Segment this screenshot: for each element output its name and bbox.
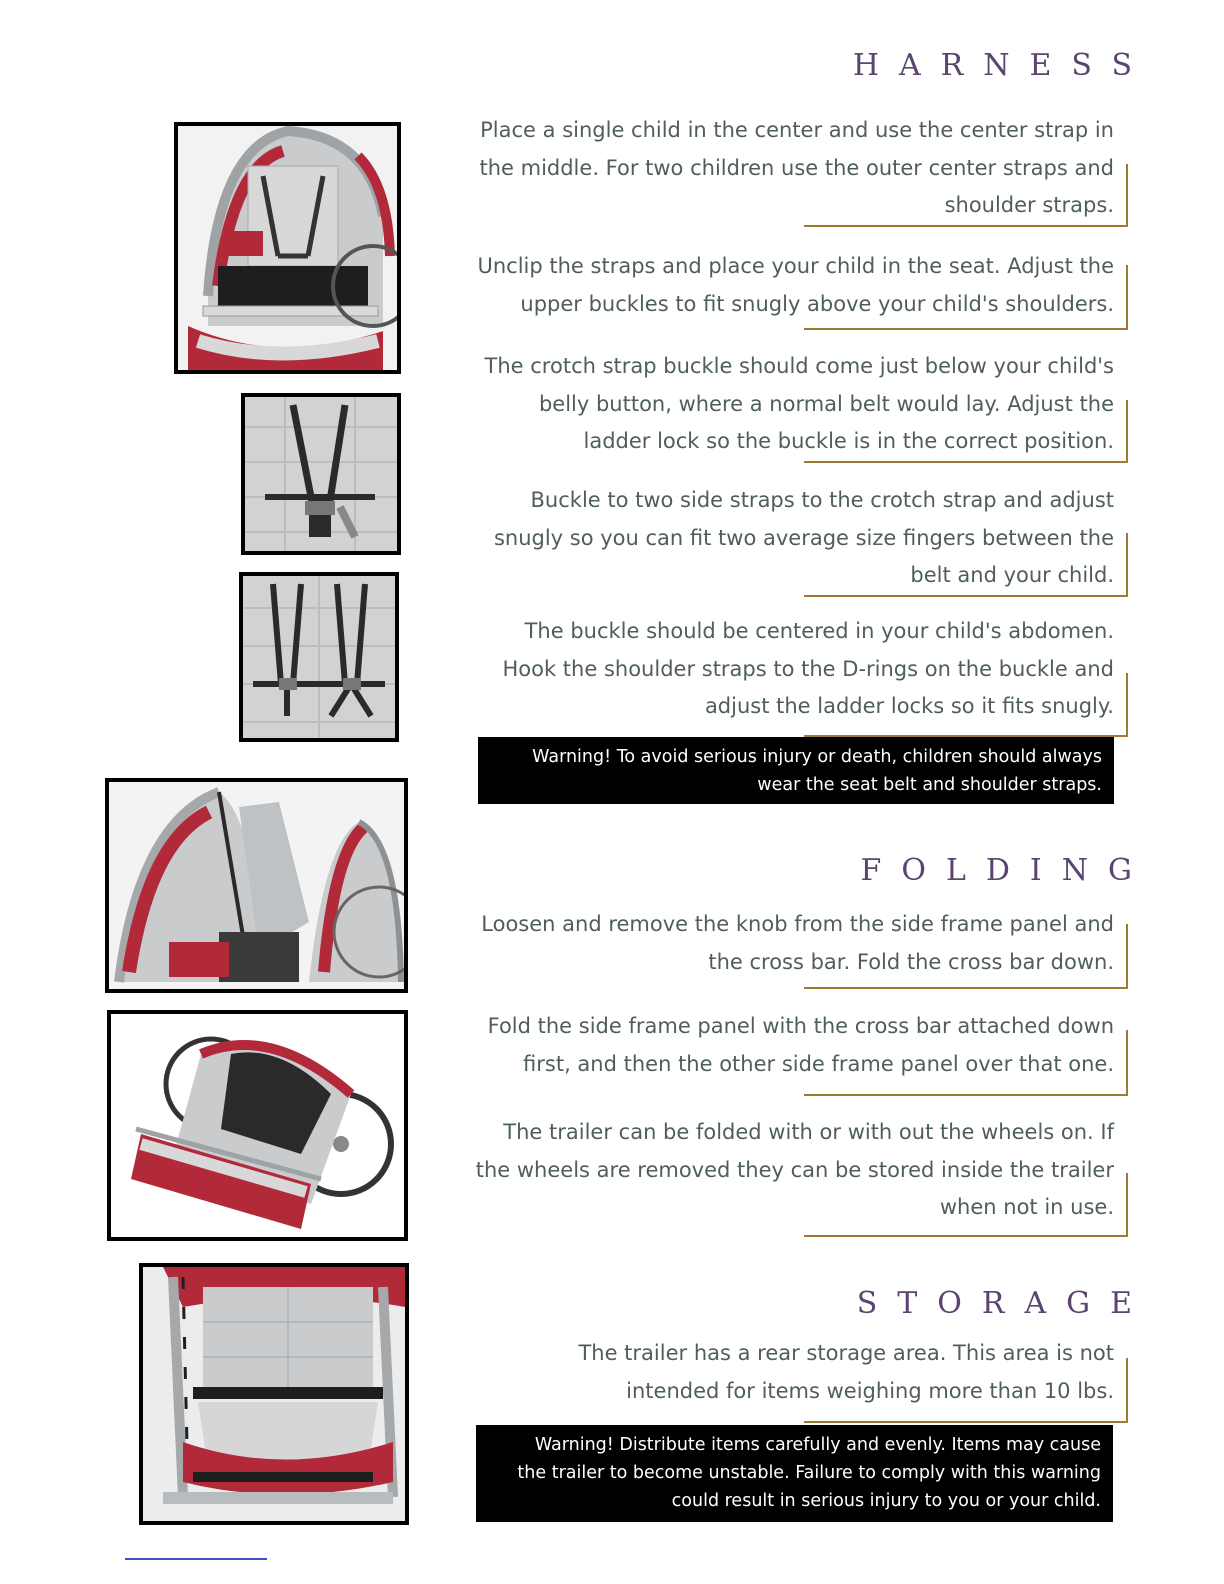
folding-step-two-photo — [107, 1010, 408, 1241]
warning-line: wear the seat belt and shoulder straps. — [757, 775, 1102, 795]
text-line: ladder lock so the buckle is in the correct position. — [583, 429, 1114, 453]
text-line: adjust the ladder locks so it fits snugly. — [704, 694, 1114, 718]
paragraph-accent-rule — [804, 1030, 1128, 1096]
warning-line: the trailer to become unstable. Failure to comply with this warning — [517, 1463, 1101, 1483]
text-line: Unclip the straps and place your child in the seat. Adjust the — [477, 254, 1114, 278]
folding-step-one-photo — [105, 778, 408, 993]
text-line: intended for items weighing more than 10 lbs. — [626, 1378, 1114, 1403]
text-line: Place a single child in the center and use the center strap in — [480, 118, 1114, 142]
warning-line: Warning! Distribute items carefully and evenly. Items may cause — [534, 1435, 1101, 1455]
warning-line: could result in serious injury to you or your child. — [671, 1491, 1101, 1511]
paragraph-accent-rule — [804, 924, 1128, 989]
text-line: first, and then the other side frame panel over that one. — [523, 1051, 1114, 1076]
text-line: The trailer has a rear storage area. This area is not — [578, 1341, 1114, 1365]
text-line: The crotch strap buckle should come just below your child's — [484, 354, 1114, 378]
text-line: The buckle should be centered in your child's abdomen. — [524, 619, 1114, 643]
warning-line: Warning! To avoid serious injury or death, children should always — [532, 747, 1102, 767]
trailer-seat-harness-photo — [174, 122, 401, 374]
two-child-harness-photo — [239, 572, 399, 742]
paragraph-accent-rule — [804, 265, 1128, 330]
text-line: Buckle to two side straps to the crotch strap and adjust — [530, 488, 1114, 512]
text-line: upper buckles to fit snugly above your child's shoulders. — [520, 291, 1114, 316]
text-line: belly button, where a normal belt would lay. Adjust the — [538, 391, 1114, 416]
storage-warning-box — [476, 1425, 1113, 1522]
single-child-harness-photo — [241, 393, 401, 555]
text-line: the wheels are removed they can be stored inside the trailer — [475, 1157, 1114, 1182]
harness-heading: HARNESS — [852, 48, 1152, 83]
paragraph-accent-rule — [804, 1358, 1128, 1423]
paragraph-accent-rule — [804, 164, 1128, 227]
folding-heading: FOLDING — [860, 853, 1152, 888]
rear-storage-area-photo — [139, 1263, 409, 1525]
text-line: snugly so you can fit two average size fingers between the — [493, 525, 1114, 550]
storage-heading: STORAGE — [856, 1286, 1152, 1321]
harness-warning-box — [478, 737, 1114, 804]
text-line: Hook the shoulder straps to the D-rings on the buckle and — [502, 656, 1114, 681]
paragraph-accent-rule — [804, 673, 1128, 737]
text-line: the middle. For two children use the outer center straps and — [479, 155, 1114, 180]
paragraph-accent-rule — [804, 1173, 1128, 1237]
text-line: The trailer can be folded with or with out the wheels on. If — [503, 1120, 1114, 1144]
text-line: shoulder straps. — [944, 193, 1114, 217]
text-line: when not in use. — [939, 1195, 1114, 1219]
text-line: belt and your child. — [910, 563, 1114, 587]
text-line: Fold the side frame panel with the cross bar attached down — [487, 1014, 1114, 1038]
text-line: Loosen and remove the knob from the side frame panel and — [481, 912, 1114, 936]
footer-link-underline — [125, 1558, 267, 1560]
text-line: the cross bar. Fold the cross bar down. — [708, 949, 1114, 974]
paragraph-accent-rule — [804, 400, 1128, 463]
paragraph-accent-rule — [804, 533, 1128, 597]
